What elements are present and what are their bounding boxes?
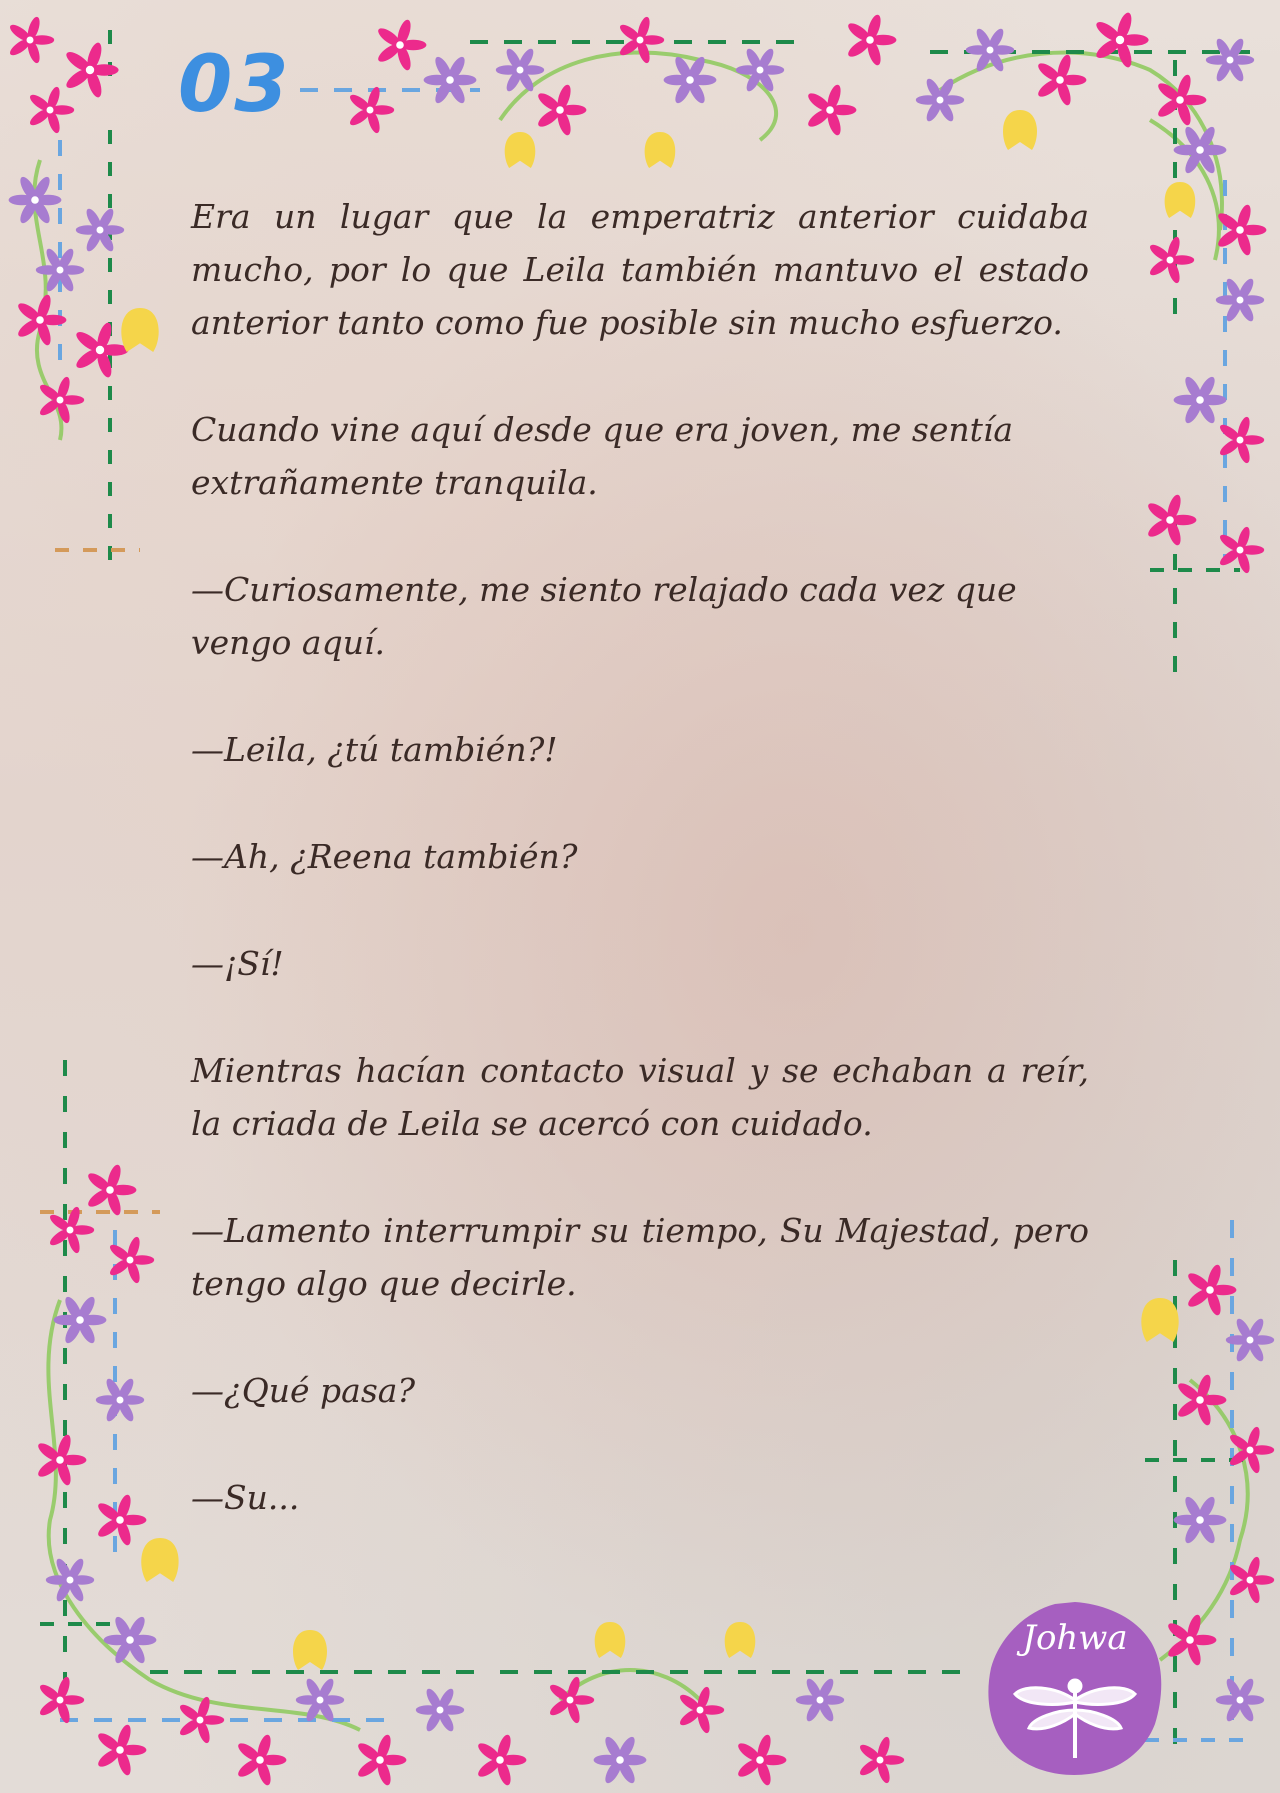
paragraph: Cuando vine aquí desde que era joven, me sentía extrañamente tranquila. xyxy=(191,410,1014,502)
flower-icon xyxy=(104,1615,157,1666)
flower-icon xyxy=(678,1686,725,1735)
bellflower-icon xyxy=(505,132,536,168)
paragraph: —¿Qué pasa? xyxy=(191,1371,416,1410)
flower-icon xyxy=(1174,375,1227,426)
flower-icon xyxy=(424,55,477,106)
flower-icon xyxy=(356,1733,407,1787)
watermark-label: Johwa xyxy=(1022,1618,1128,1658)
paragraph: —Ah, ¿Reena también? xyxy=(191,837,578,876)
bellflower-icon xyxy=(1141,1298,1178,1342)
bellflower-icon xyxy=(121,308,158,352)
flower-icon xyxy=(476,1733,527,1787)
bellflower-icon xyxy=(141,1538,178,1582)
watermark-badge xyxy=(985,1598,1165,1778)
flower-icon xyxy=(28,86,75,135)
flower-icon xyxy=(376,18,427,72)
flower-icon xyxy=(594,1735,647,1786)
flower-icon xyxy=(8,16,55,65)
paragraph: —Leila, ¿tú también?! xyxy=(191,730,558,769)
flower-icon xyxy=(1226,1317,1274,1364)
bellflower-icon xyxy=(1165,182,1196,218)
bellflower-icon xyxy=(645,132,676,168)
flower-icon xyxy=(36,1433,87,1487)
flower-icon xyxy=(1148,236,1195,285)
flower-icon xyxy=(1216,1677,1264,1724)
paragraph: —Su... xyxy=(191,1478,300,1517)
bellflower-icon xyxy=(595,1622,626,1658)
flower-icon xyxy=(48,1206,95,1255)
bellflower-icon xyxy=(1003,110,1037,150)
chapter-number: 03 xyxy=(178,40,291,130)
paragraph: Mientras hacían contacto visual y se echaban a reír, la criada de Leila se acercó con cuidado. xyxy=(191,1051,1089,1143)
paragraph: —¡Sí! xyxy=(191,944,284,983)
bellflower-icon xyxy=(725,1622,756,1658)
paragraph: —Lamento interrumpir su tiempo, Su Majestad, pero tengo algo que decirle. xyxy=(191,1211,1089,1303)
flower-icon xyxy=(38,1676,85,1725)
flower-icon xyxy=(76,207,124,254)
flower-icon xyxy=(548,1676,595,1725)
flower-icon xyxy=(806,83,857,137)
flower-icon xyxy=(96,1377,144,1424)
flower-icon xyxy=(86,1163,137,1217)
flower-icon xyxy=(416,1687,464,1734)
flower-icon xyxy=(858,1736,905,1785)
flower-icon xyxy=(16,293,67,347)
flower-icon xyxy=(1146,493,1197,547)
flower-icon xyxy=(73,321,128,379)
paragraph: Era un lugar que la emperatriz anterior cuidaba mucho, por lo que Leila también mantuvo el estado anterior tanto como fue posible sin mucho esfuerzo. xyxy=(191,197,1089,342)
flower-icon xyxy=(916,77,964,124)
flower-icon xyxy=(536,83,587,137)
flower-icon xyxy=(796,1677,844,1724)
bellflower-icon xyxy=(293,1630,327,1670)
flower-icon xyxy=(96,1493,147,1547)
flower-icon xyxy=(1036,53,1087,107)
flower-icon xyxy=(496,47,544,94)
paragraph: —Curiosamente, me siento relajado cada vez que vengo aquí. xyxy=(191,570,1017,662)
flower-icon xyxy=(618,16,665,65)
flower-icon xyxy=(1186,1263,1237,1317)
flower-icon xyxy=(63,41,118,99)
flower-icon xyxy=(236,1733,287,1787)
story-text xyxy=(191,190,1089,1578)
flower-icon xyxy=(348,86,395,135)
flower-icon xyxy=(846,13,897,67)
flower-icon xyxy=(54,1295,107,1346)
flower-icon xyxy=(1206,37,1254,84)
flower-icon xyxy=(1093,11,1148,69)
flower-icon xyxy=(736,1733,787,1787)
flower-icon xyxy=(1174,1495,1227,1546)
flower-icon xyxy=(96,1723,147,1777)
flower-icon xyxy=(1176,1373,1227,1427)
